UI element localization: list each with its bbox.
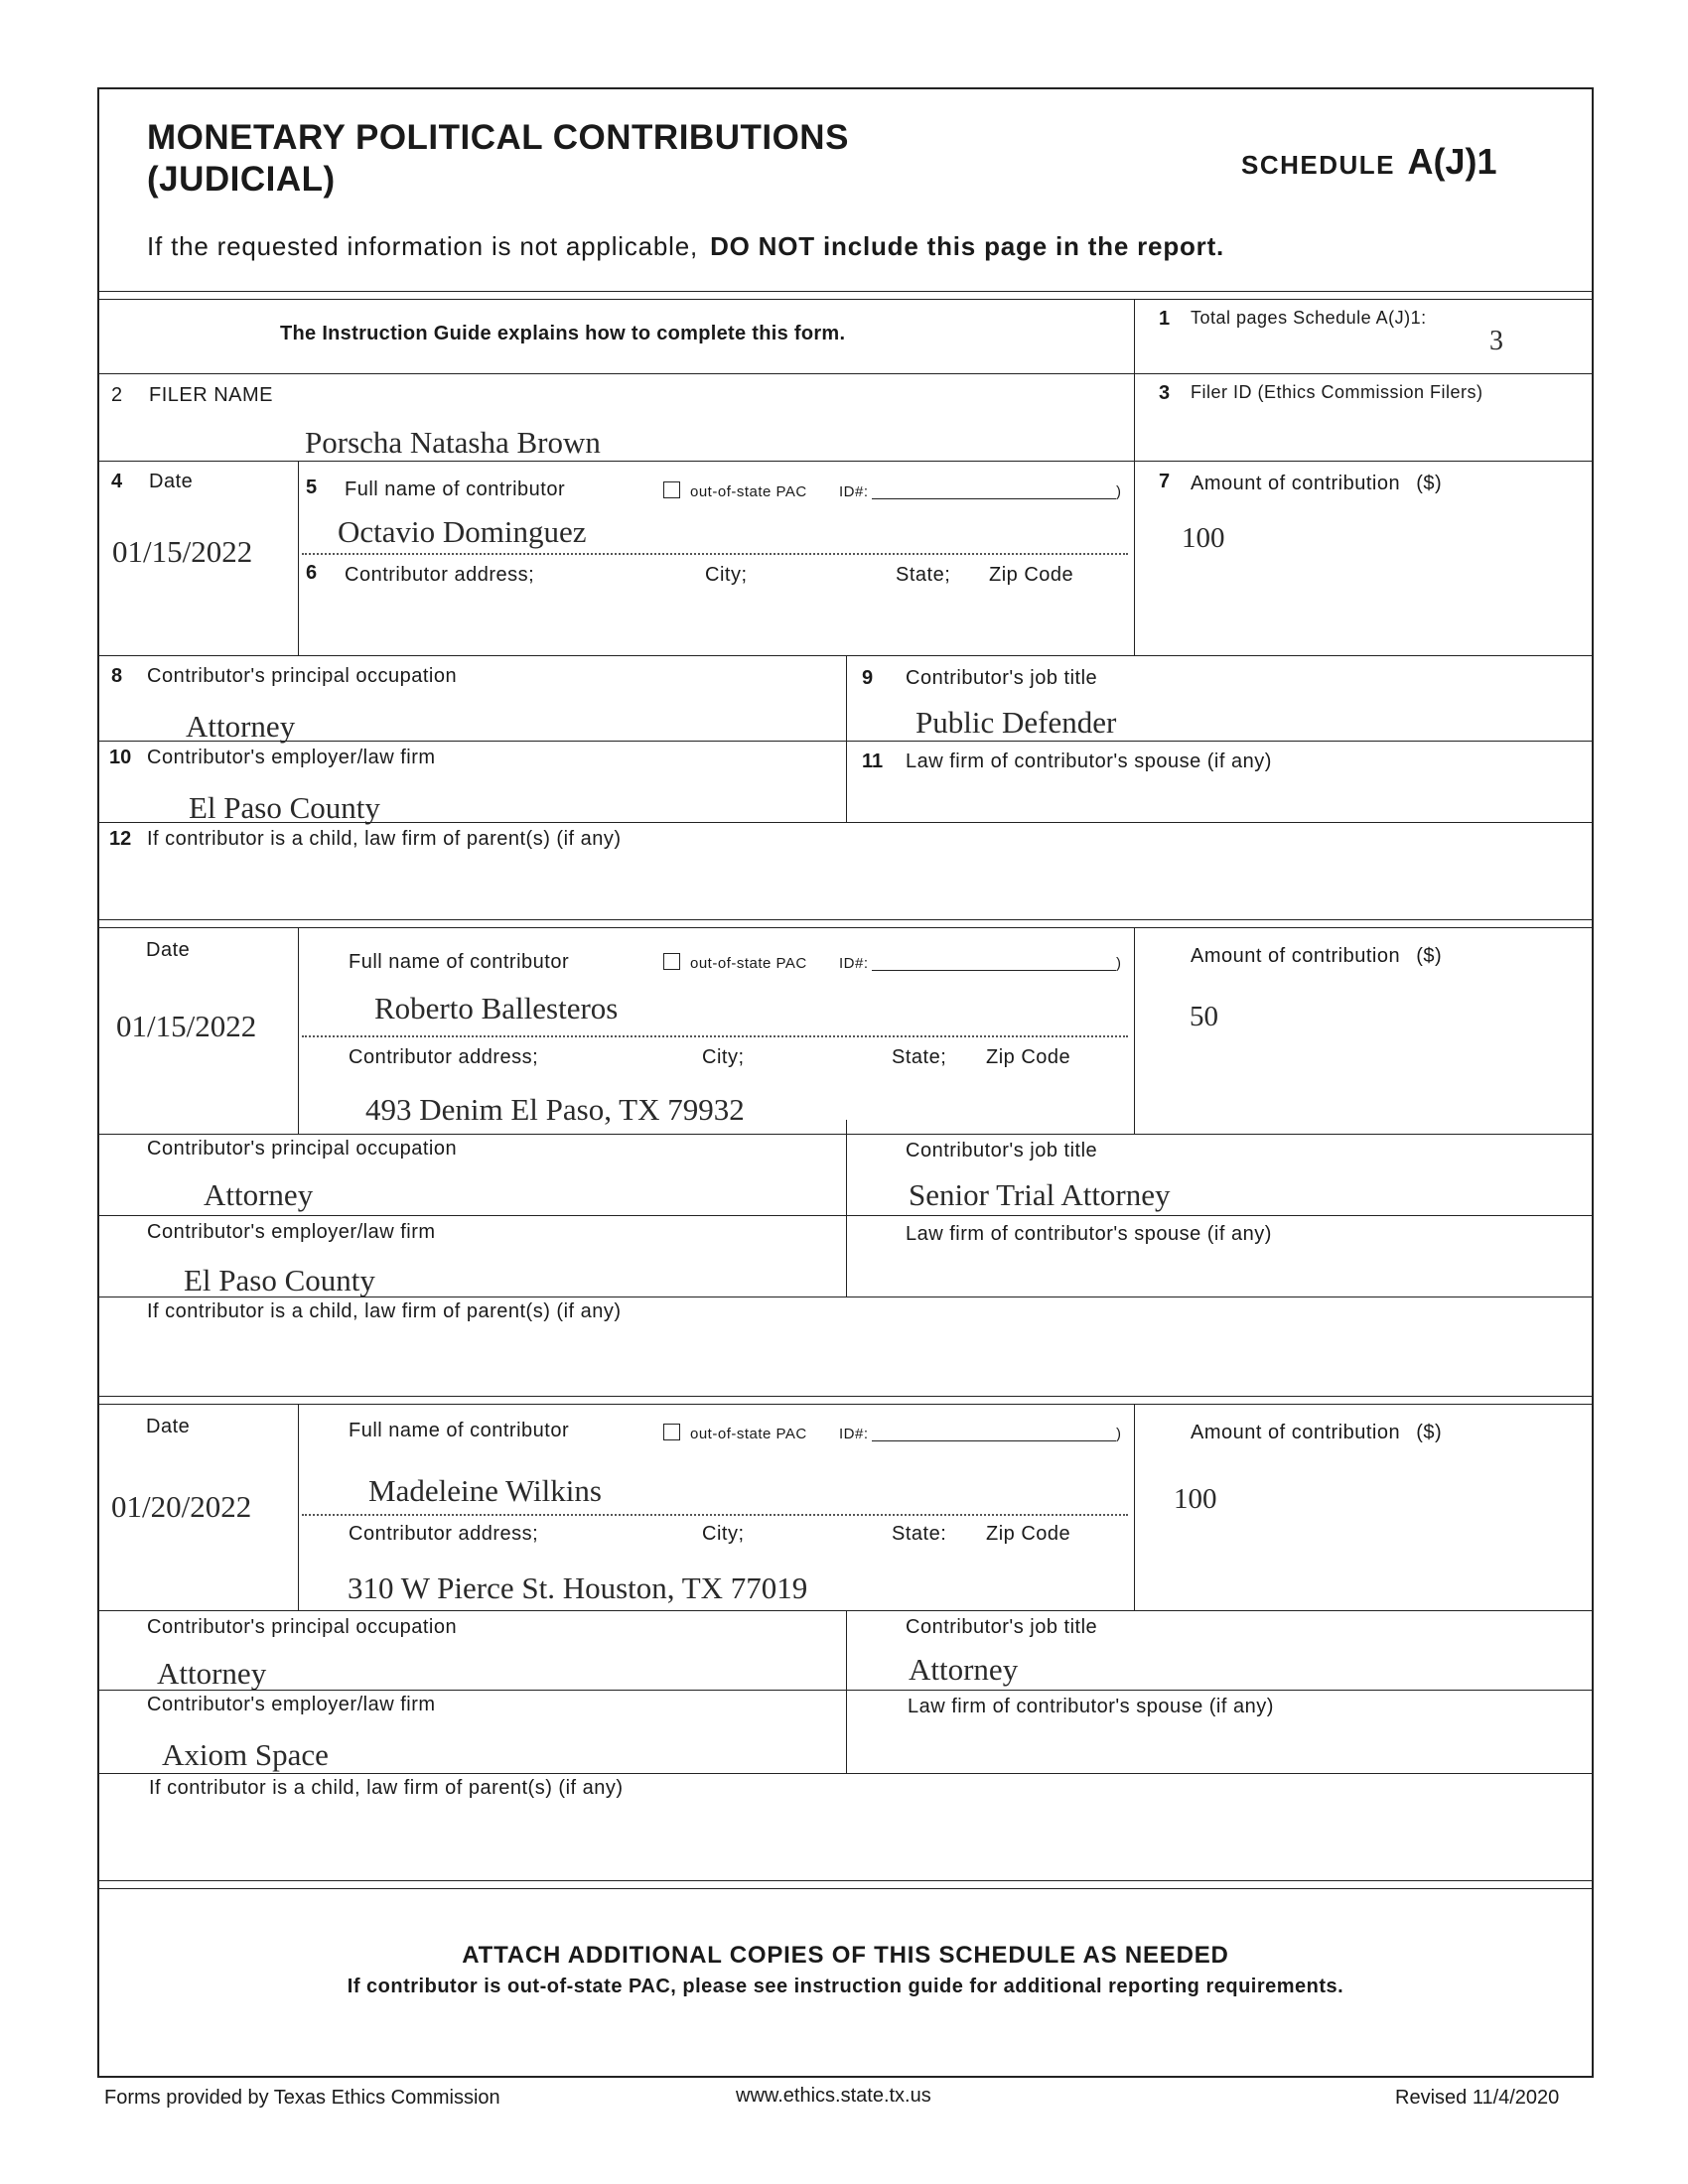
out-of-state-checkbox[interactable] [663, 481, 680, 498]
divider [97, 1888, 1594, 1889]
city-label: City; [702, 1523, 745, 1545]
divider [298, 927, 299, 1134]
date-value[interactable]: 01/15/2022 [116, 1009, 257, 1043]
address-label: Contributor address; [349, 1046, 539, 1068]
filer-name-label: FILER NAME [149, 384, 274, 406]
address-value[interactable]: 310 W Pierce St. Houston, TX 77019 [348, 1570, 808, 1605]
contributor-name-value[interactable]: Madeleine Wilkins [368, 1473, 602, 1508]
parent-firm-label: If contributor is a child, law firm of parent(s) (if any) [147, 828, 622, 850]
address-value[interactable]: 493 Denim El Paso, TX 79932 [365, 1092, 745, 1127]
address-label: Contributor address; [345, 564, 535, 586]
spouse-firm-label: Law firm of contributor's spouse (if any) [906, 1223, 1272, 1245]
occupation-value[interactable]: Attorney [186, 709, 296, 744]
field-number: 5 [306, 477, 318, 498]
divider [97, 291, 1594, 292]
amount-value[interactable]: 50 [1190, 1001, 1218, 1032]
pac-id-close: ) [1116, 1426, 1122, 1442]
divider [97, 927, 1594, 928]
field-number: 6 [306, 562, 318, 584]
field-number: 9 [862, 667, 874, 689]
date-label: Date [146, 1416, 191, 1437]
zip-label: Zip Code [986, 1523, 1071, 1545]
divider [1134, 1404, 1135, 1610]
full-name-label: Full name of contributor [349, 1420, 570, 1441]
divider [1134, 299, 1135, 461]
schedule-id [1241, 141, 1497, 183]
out-of-state-label: out-of-state PAC [690, 483, 807, 500]
schedule-word: SCHEDULE [1241, 150, 1396, 180]
full-name-label: Full name of contributor [349, 951, 570, 973]
notice-prefix: If the requested information is not applicable, [147, 231, 699, 261]
state-label: State: [892, 1523, 947, 1545]
dotted-rule [302, 553, 1128, 555]
divider [846, 1120, 847, 1297]
job-title-label: Contributor's job title [906, 1140, 1098, 1161]
state-label: State; [896, 564, 951, 586]
pac-id-label: ID#: [839, 955, 869, 972]
amount-unit: ($) [1416, 473, 1443, 494]
divider [97, 1880, 1594, 1881]
employer-label: Contributor's employer/law firm [147, 747, 436, 768]
city-label: City; [705, 564, 748, 586]
occupation-label: Contributor's principal occupation [147, 1138, 458, 1160]
divider [97, 822, 1594, 823]
amount-label [1191, 1422, 1442, 1444]
amount-label-text: Amount of contribution [1191, 473, 1401, 494]
date-value[interactable]: 01/15/2022 [112, 534, 253, 569]
divider [97, 1404, 1594, 1405]
amount-unit: ($) [1416, 1422, 1443, 1443]
footer-link[interactable]: www.ethics.state.tx.us [736, 2085, 931, 2107]
divider [846, 655, 847, 822]
job-title-label: Contributor's job title [906, 667, 1098, 689]
occupation-value[interactable]: Attorney [204, 1177, 314, 1212]
parent-firm-label: If contributor is a child, law firm of parent(s) (if any) [147, 1300, 622, 1322]
field-number: 12 [109, 828, 132, 850]
amount-label-text: Amount of contribution [1191, 1422, 1401, 1443]
divider [97, 1215, 1594, 1216]
out-of-state-checkbox[interactable] [663, 1424, 680, 1440]
amount-label-text: Amount of contribution [1191, 945, 1401, 967]
divider [97, 1396, 1594, 1397]
employer-label: Contributor's employer/law firm [147, 1694, 436, 1715]
field-number: 10 [109, 747, 132, 768]
city-label: City; [702, 1046, 745, 1068]
pac-id-label: ID#: [839, 483, 869, 500]
pac-id-close: ) [1116, 483, 1122, 500]
divider [1134, 461, 1135, 655]
form-title-line1: MONETARY POLITICAL CONTRIBUTIONS [147, 118, 849, 157]
full-name-label: Full name of contributor [345, 478, 566, 500]
spouse-firm-label: Law firm of contributor's spouse (if any) [908, 1696, 1274, 1717]
divider [298, 1404, 299, 1610]
amount-value[interactable]: 100 [1182, 522, 1225, 554]
out-of-state-label: out-of-state PAC [690, 955, 807, 972]
divider [97, 919, 1594, 920]
field-number: 3 [1159, 382, 1171, 404]
date-value[interactable]: 01/20/2022 [111, 1489, 252, 1524]
date-label: Date [149, 471, 194, 492]
amount-label [1191, 945, 1442, 968]
notice [147, 231, 1224, 262]
field-number: 2 [111, 384, 123, 406]
out-of-state-checkbox[interactable] [663, 953, 680, 970]
occupation-label: Contributor's principal occupation [147, 665, 458, 687]
filer-id-label: Filer ID (Ethics Commission Filers) [1191, 382, 1483, 402]
divider [97, 1773, 1594, 1774]
divider [97, 1690, 1594, 1691]
date-label: Date [146, 939, 191, 961]
contributor-name-value[interactable]: Roberto Ballesteros [374, 991, 619, 1025]
field-number: 8 [111, 665, 123, 687]
field-number: 7 [1159, 471, 1171, 492]
attach-note: ATTACH ADDITIONAL COPIES OF THIS SCHEDULE AS NEEDED [462, 1942, 1229, 1969]
employer-value[interactable]: El Paso County [184, 1263, 375, 1297]
divider [846, 1610, 847, 1773]
amount-label [1191, 473, 1442, 495]
field-number: 1 [1159, 308, 1171, 330]
footer-left: Forms provided by Texas Ethics Commission [104, 2087, 500, 2109]
zip-label: Zip Code [989, 564, 1074, 586]
dotted-rule [302, 1514, 1128, 1516]
spouse-firm-label: Law firm of contributor's spouse (if any) [906, 751, 1272, 772]
pac-id-line[interactable] [872, 970, 1116, 971]
footer-right: Revised 11/4/2020 [1395, 2087, 1560, 2109]
instruction-note: The Instruction Guide explains how to complete this form. [280, 323, 846, 344]
pac-id-label: ID#: [839, 1426, 869, 1442]
state-label: State; [892, 1046, 947, 1068]
employer-value[interactable]: El Paso County [189, 790, 380, 825]
divider [1134, 927, 1135, 1134]
form-title [147, 117, 849, 201]
amount-value[interactable]: 100 [1174, 1483, 1217, 1515]
divider [97, 299, 1594, 300]
schedule-code: A(J)1 [1407, 141, 1497, 182]
field-number: 11 [862, 751, 884, 772]
out-of-state-label: out-of-state PAC [690, 1426, 807, 1442]
job-title-value[interactable]: Attorney [909, 1652, 1019, 1687]
address-label: Contributor address; [349, 1523, 539, 1545]
amount-unit: ($) [1416, 945, 1443, 967]
divider [97, 373, 1594, 374]
job-title-value[interactable]: Senior Trial Attorney [909, 1177, 1171, 1212]
employer-value[interactable]: Axiom Space [162, 1737, 329, 1772]
divider [97, 461, 1594, 462]
pac-id-line[interactable] [872, 498, 1116, 499]
total-pages-value[interactable]: 3 [1489, 326, 1503, 356]
dotted-rule [302, 1035, 1128, 1037]
contributor-name-value[interactable]: Octavio Dominguez [338, 514, 587, 549]
job-title-label: Contributor's job title [906, 1616, 1098, 1638]
job-title-value[interactable]: Public Defender [915, 705, 1117, 740]
occupation-label: Contributor's principal occupation [147, 1616, 458, 1638]
pac-note: If contributor is out-of-state PAC, please see instruction guide for additional reporting requirements. [347, 1976, 1344, 1997]
zip-label: Zip Code [986, 1046, 1071, 1068]
total-pages-label: Total pages Schedule A(J)1: [1191, 308, 1427, 328]
filer-name-value[interactable]: Porscha Natasha Brown [305, 425, 601, 460]
employer-label: Contributor's employer/law firm [147, 1221, 436, 1243]
notice-bold: DO NOT include this page in the report. [710, 231, 1225, 261]
field-number: 4 [111, 471, 123, 492]
form-title-line2: (JUDICIAL) [147, 160, 336, 199]
occupation-value[interactable]: Attorney [157, 1656, 267, 1691]
divider [97, 741, 1594, 742]
pac-id-close: ) [1116, 955, 1122, 972]
pac-id-line[interactable] [872, 1440, 1116, 1441]
divider [298, 461, 299, 655]
parent-firm-label: If contributor is a child, law firm of parent(s) (if any) [149, 1777, 624, 1799]
